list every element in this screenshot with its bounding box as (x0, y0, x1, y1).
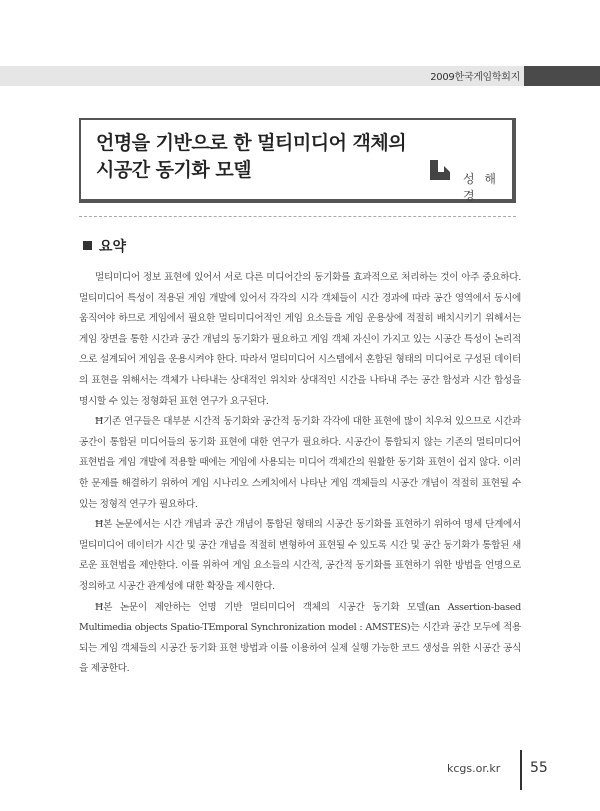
paragraph: Ħ본 논문에서는 시간 개념과 공간 개념이 통합된 형태의 시공간 동기화를 표현하기 위하여 명세 단계에서 멀티미디어 데이터가 시간 및 공간 개념을 적절히 변형하여 표현될 수 있도록 시간 및 공간 동기화가 통합된 새로운 표현법을 제안한다. 이를 위하여 게임 요소들의 시간적, 공간적 동기화를 표현하기 위한 방법을 언명으로 정의하고 시공간 관계성에 대한 확장을 제시한다. (79, 519, 521, 592)
header-block (524, 66, 600, 86)
section-title: 요약 (99, 239, 127, 255)
footer-divider (520, 750, 522, 790)
square-bullet-icon (83, 241, 92, 250)
title-line-2: 시공간 동기화 모델 (96, 159, 252, 181)
paragraph: 멀티미디어 정보 표현에 있어서 서로 다른 미디어간의 동기화를 효과적으로 처리하는 것이 아주 중요하다. 멀티미디어 특성이 적용된 게임 개발에 있어서 각각의 시각 객체들이 시간 경과에 따라 공간 영역에서 동시에 움직여야 하므로 게임에서 필요한 멀티미디어적인 게임 요소들을 게임 운용상에 적절히 배치시키기 위해서는 게임 장면을 통한 시간과 공간 개념의 동기화가 필요하고 게임 객체 자신이 가지고 있는 시공간 특성이 논리적으로 설계되어 게임을 운용시켜야 한다. 따라서 멀티미디어 시스템에서 혼합된 형태의 미디어로 구성된 데이터의 표현을 위해서는 객체가 나타내는 상대적인 위치와 상대적인 시간을 나타내 주는 공간 합성과 시간 합성을 명시할 수 있는 정형화된 표현 연구가 요구된다. (79, 272, 521, 407)
paragraph: Ħ기존 연구들은 대부분 시간적 동기화와 공간적 동기화 각각에 대한 표현에 많이 치우쳐 있으므로 시간과 공간이 통합된 미디어들의 동기화 표현에 대한 연구가 필요하다. 시공간이 통합되지 않는 기존의 멀티미디어 표현법을 게임 개발에 적용할 때에는 게임에 사용되는 미디어 객체간의 원활한 동기화 표현이 쉽지 않다. 이러한 문제를 해결하기 위하여 게임 시나리오 스케치에서 나타난 게임 객체들의 시공간 개념이 적절히 표현될 수 있는 정형적 연구가 필요하다. (79, 416, 521, 510)
footer-url: kcgs.or.kr (447, 762, 501, 775)
dashed-divider (79, 216, 516, 217)
title-box (79, 118, 516, 203)
author-name: 성 해 경 (463, 172, 499, 203)
title-line-1: 언명을 기반으로 한 멀티미디어 객체의 (96, 132, 407, 154)
abstract-body (79, 268, 521, 680)
journal-name: 2009한국게임학회지 (430, 72, 520, 83)
down-right-arrow-icon (426, 158, 452, 184)
paragraph: Ħ본 논문이 제안하는 언명 기반 멀티미디어 객체의 시공간 동기화 모델(an Assertion-based Multimedia objects Spatio-TEmporal Synchronization model : AMSTES)는 시간과 공간 모두에 적용되는 게임 객체들의 시공간 동기화 표현 방법과 이를 이용하여 실제 실행 가능한 코드 생성을 위한 시공간 공식을 제공한다. (79, 601, 521, 675)
page-number: 55 (530, 760, 548, 776)
